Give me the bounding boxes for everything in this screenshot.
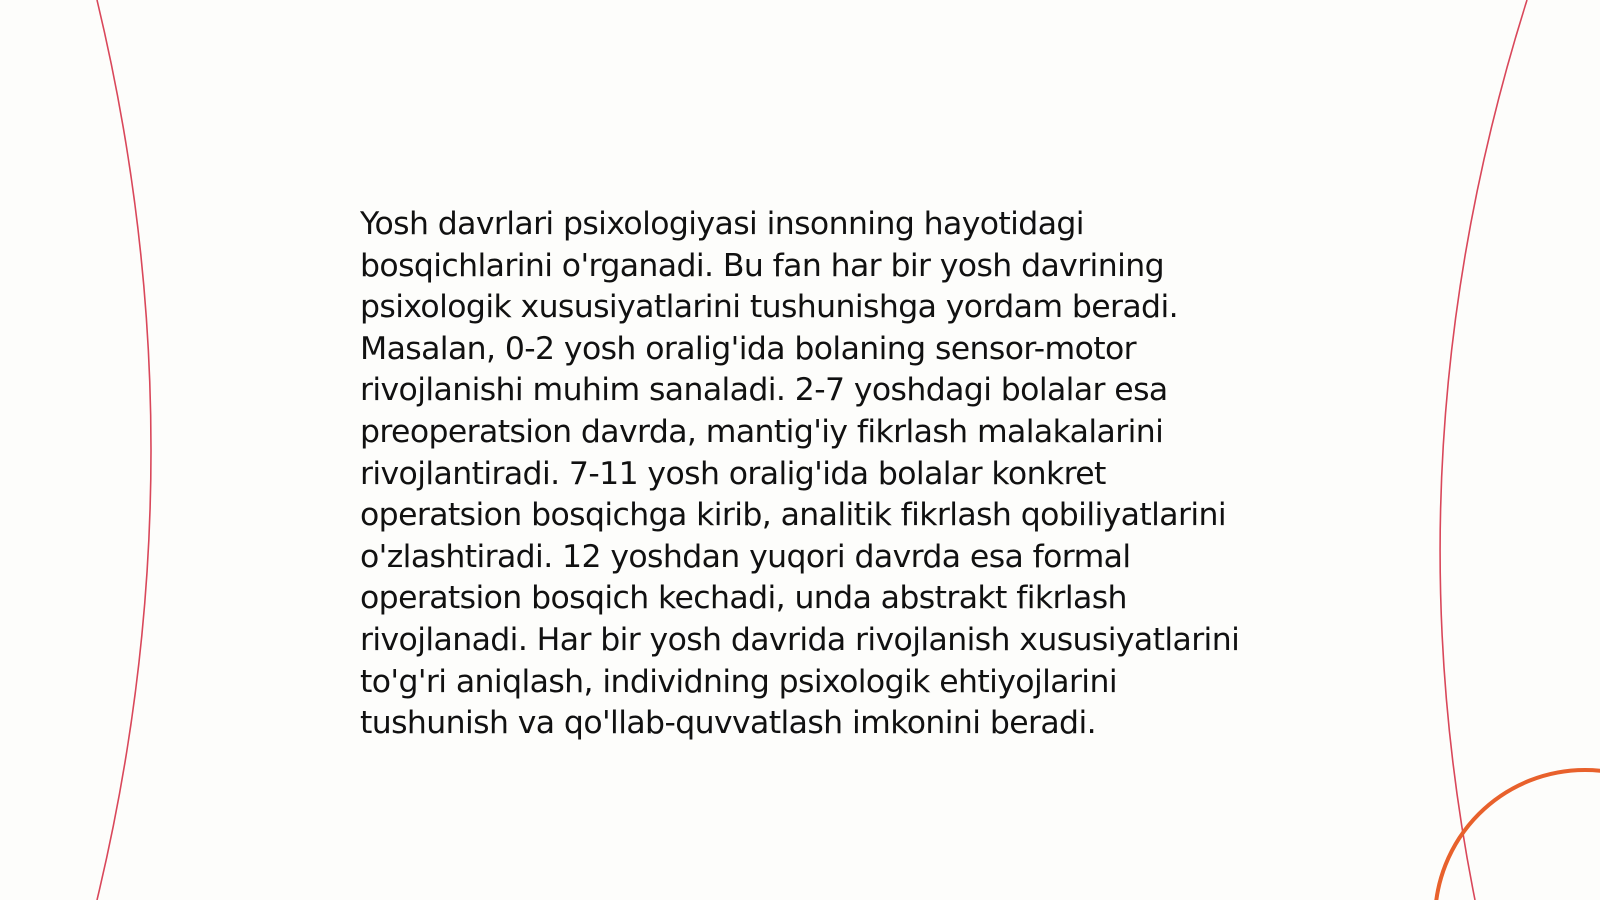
orange-accent-arc xyxy=(1435,770,1600,900)
body-paragraph: Yosh davrlari psixologiyasi insonning hayotidagi bosqichlarini o'rganadi. Bu fan har bir yosh davrining psixologik xususiyatlarini tushunishga yordam beradi. Masalan, 0-2 yosh oralig'ida bolaning sensor-motor rivojlanishi muhim sanaladi. 2-7 yoshdagi bolalar esa preoperatsion davrda, mantig'iy fikrlash malakalarini rivojlantiradi. 7-11 yosh oralig'ida bolalar konkret operatsion bosqichga kirib, analitik fikrlash qobiliyatlarini o'zlashtiradi. 12 yoshdan yuqori davrda esa formal operatsion bosqich kechadi, unda abstrakt fikrlash rivojlanadi. Har bir yosh davrida rivojlanish xususiyatlarini to'g'ri aniqlash, individning psixologik ehtiyojlarini tushunish va qo'llab-quvvatlash imkonini beradi. xyxy=(360,206,1240,742)
right-arc-line xyxy=(1440,0,1527,900)
left-arc-line xyxy=(97,0,151,900)
